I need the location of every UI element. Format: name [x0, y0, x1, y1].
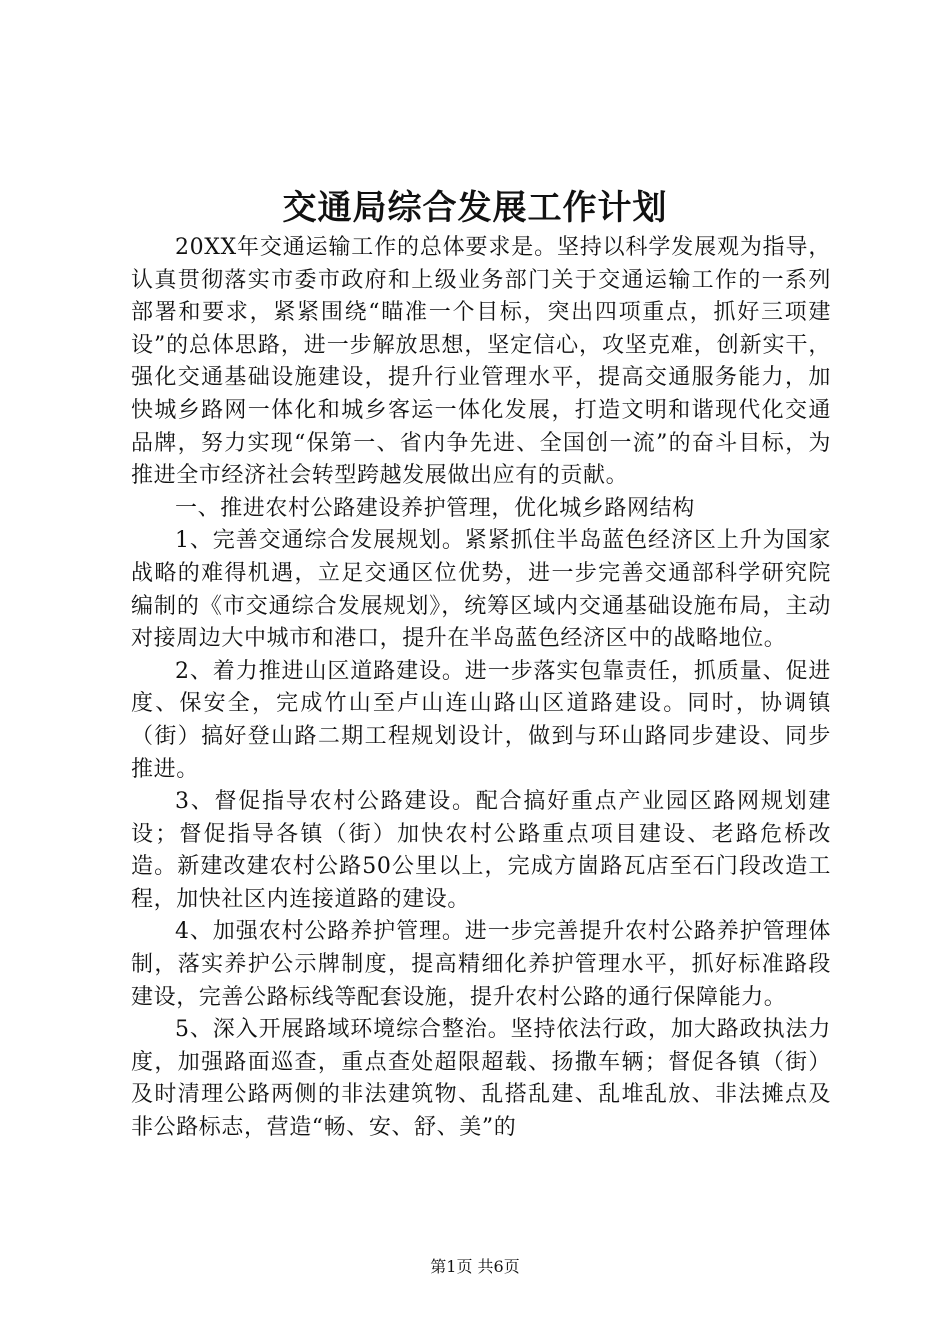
paragraph-item-2: 2、着力推进山区道路建设。进一步落实包靠责任，抓质量、促进度、保安全，完成竹山至卢山连山路山区道路建设。同时，协调镇（街）搞好登山路二期工程规划设计，做到与环山路同步建设、同步推进。 [131, 658, 831, 782]
page-number-footer: 第1页 共6页 [430, 1257, 520, 1276]
document-body [131, 232, 831, 1145]
section-heading: 一、推进农村公路建设养护管理，优化城乡路网结构 [175, 495, 695, 521]
paragraph-item-4: 4、加强农村公路养护管理。进一步完善提升农村公路养护管理体制，落实养护公示牌制度，提高精细化养护管理水平，抓好标准路段建设，完善公路标线等配套设施，提升农村公路的通行保障能力。 [131, 919, 831, 1010]
paragraph-item-1: 1、完善交通综合发展规划。紧紧抓住半岛蓝色经济区上升为国家战略的难得机遇，立足交通区位优势，进一步完善交通部科学研究院编制的《市交通综合发展规划》，统筹区域内交通基础设施布局，主动对接周边大中城市和港口，提升在半岛蓝色经济区中的战略地位。 [131, 528, 831, 652]
paragraph-item-5: 5、深入开展路域环境综合整治。坚持依法行政，加大路政执法力度，加强路面巡查，重点查处超限超载、扬撒车辆；督促各镇（街）及时清理公路两侧的非法建筑物、乱搭乱建、乱堆乱放、非法摊点及非公路标志，营造“畅、安、舒、美”的 [131, 1017, 831, 1141]
paragraph-item-3: 3、督促指导农村公路建设。配合搞好重点产业园区路网规划建设；督促指导各镇（街）加快农村公路重点项目建设、老路危桥改造。新建改建农村公路50公里以上，完成方崮路瓦店至石门段改造工程，加快社区内连接道路的建设。 [131, 789, 831, 912]
document-title: 交通局综合发展工作计划 [282, 188, 668, 228]
paragraph-intro: 20XX年交通运输工作的总体要求是。坚持以科学发展观为指导，认真贯彻落实市委市政府和上级业务部门关于交通运输工作的一系列部署和要求，紧紧围绕“瞄准一个目标，突出四项重点，抓好三项建设”的总体思路，进一步解放思想，坚定信心，攻坚克难，创新实干，强化交通基础设施建设，提升行业管理水平，提高交通服务能力，加快城乡路网一体化和城乡客运一体化发展，打造文明和谐现代化交通品牌，努力实现“保第一、省内争先进、全国创一流”的奋斗目标，为推进全市经济社会转型跨越发展做出应有的贡献。 [131, 235, 831, 489]
